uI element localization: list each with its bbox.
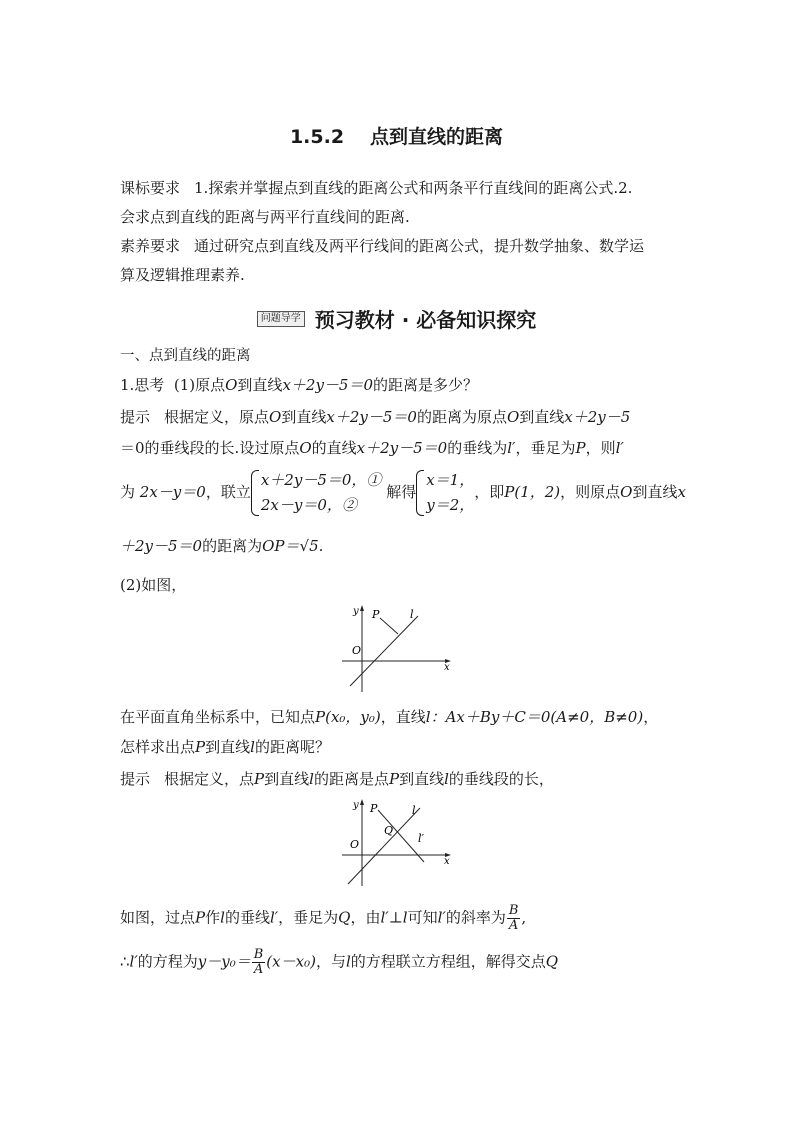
final-d: ，垂足为: [278, 908, 339, 927]
hint2-a: 根据定义，点: [164, 770, 255, 788]
hint1-d: 的直线: [311, 439, 357, 457]
fig2-label-lprime: l′: [418, 832, 425, 845]
hint2-label: 提示: [120, 770, 151, 788]
page-title: [0, 122, 793, 149]
fig2-label-x: x: [444, 856, 450, 867]
eq-denominator: A: [253, 962, 264, 977]
hint1-b2: 到直线: [519, 408, 565, 426]
think-label: 1.思考: [120, 376, 165, 394]
fig1-label-o: O: [352, 644, 362, 657]
fig1-label-y: y: [353, 606, 359, 617]
final-c: 的垂线: [224, 908, 270, 927]
hint2-c: 的距离是点: [313, 770, 389, 788]
op-distance: OP＝√5.: [262, 537, 324, 555]
eq-rhs: (x－x₀): [266, 952, 316, 971]
final-line1: 如图，过点P作l的垂线l′，垂足为Q，由l′⊥l可知l′的斜率为 $\frac{B}{A}$ ,: [120, 903, 527, 933]
q2-text-line1: [120, 706, 680, 727]
hint1-i: ，联立: [205, 483, 251, 501]
title-number: 1.5.2: [289, 126, 345, 148]
final-f: 可知: [407, 908, 438, 927]
point-p: P(1，2): [504, 483, 561, 501]
hint1-h: 为: [120, 483, 136, 501]
sys1-row2: 2x－y＝0，②: [260, 496, 357, 514]
q2-a: 在平面直角坐标系中，已知点: [120, 708, 316, 726]
section-banner: [0, 304, 793, 333]
hint1-b: 到直线: [281, 408, 327, 426]
heading-point-to-line: 一、点到直线的距离: [120, 348, 251, 364]
fig2-label-p: P: [370, 802, 378, 815]
hint1-eq-end: ＝0: [120, 439, 145, 457]
hint2-line: 提示 根据定义，点P到直线l的距离是点P到直线l的垂线段的长，: [120, 770, 554, 788]
requirements-label: 课标要求: [120, 179, 181, 197]
hint1-line4: ＋2y－5＝0的距离为OP＝√5.: [120, 537, 324, 555]
title-text: 点到直线的距离: [370, 126, 504, 148]
hint1-dist-desc: 的距离为原点: [416, 408, 507, 426]
hint1-a: 根据定义，原点: [164, 408, 270, 426]
hint1-n: 的距离为: [202, 537, 263, 555]
q2-point: P(x₀，y₀): [315, 708, 381, 726]
q2-b: ，直线: [380, 708, 426, 726]
fig2-label-l: l: [412, 804, 416, 817]
hint1-line2: ＝0的垂线段的长.设过原点O的直线x＋2y－5＝0的垂线为l′，垂足为P，则l′: [120, 439, 624, 457]
sys2-row1: x＝1，: [426, 471, 475, 489]
final-b: 作: [205, 908, 221, 927]
final-line2: ∴l′的方程为y－y₀＝ $\frac{B}{A}$ (x－x₀)，与l的方程联立方程组，解得交点Q: [120, 947, 559, 977]
hint1-g: ，则: [585, 439, 616, 457]
final-j: ，与: [315, 952, 346, 971]
literacy-text-2: 算及逻辑推理素养.: [120, 266, 245, 284]
requirements-paragraph: [120, 174, 676, 290]
section-title: 预习教材 · 必备知识探究: [314, 308, 537, 332]
hint2-e: 的垂线段的长，: [448, 770, 554, 788]
eq-fraction: [252, 948, 266, 977]
slope-denominator: A: [508, 918, 519, 933]
q2-d: 怎样求出点: [120, 738, 196, 756]
q2-text-line2: 怎样求出点P到直线l的距离呢？: [120, 738, 330, 756]
system-1: [251, 468, 382, 518]
figure-2: [338, 796, 454, 890]
hint2-d: 到直线: [399, 770, 445, 788]
hint-label: 提示: [120, 408, 151, 426]
hint1-f: ，垂足为: [515, 439, 576, 457]
fig2-label-y: y: [353, 800, 359, 811]
final-a: 如图，过点: [120, 908, 196, 927]
hint1-line1: 提示 根据定义，原点O到直线x＋2y－5＝0的距离为原点O到直线x＋2y－5: [120, 408, 631, 426]
fig1-label-p: P: [372, 608, 380, 621]
q2-line: l：Ax＋By＋C＝0(A≠0，B≠0): [425, 708, 644, 726]
hint1-c: 的垂线段的长.设过原点: [144, 439, 300, 457]
hint1-m: 到直线: [632, 483, 678, 501]
final-e: ，由: [350, 908, 381, 927]
fig1-label-x: x: [444, 662, 450, 673]
q2-f: 的距离呢？: [254, 738, 330, 756]
hint1-eq2: x＋2y－5＝0: [356, 439, 448, 457]
hint1-j: 解得: [386, 483, 417, 501]
requirements-text-1: 1.探索并掌握点到直线的距离公式和两条平行直线间的距离公式.2.: [194, 179, 633, 197]
lprime-equation: 2x－y＝0: [139, 483, 206, 501]
eq-numerator: B: [253, 947, 264, 962]
hint1-line3: 为 2x－y＝0，联立 x＋2y－5＝0，① 2x－y＝0，② 解得 x＝1， y＝2， ，即P(1，2)，则原点O到直线x: [120, 468, 680, 518]
q1-suffix: 的距离是多少？: [373, 376, 479, 394]
literacy-label: 素养要求: [120, 237, 181, 255]
section-tag: 问题导学: [257, 311, 305, 327]
requirements-text-2: 会求点到直线的距离与两平行直线间的距离.: [120, 208, 410, 226]
final-h: ∴: [120, 952, 130, 971]
sys1-row1: x＋2y－5＝0，①: [260, 471, 382, 489]
hint1-eq-part: x＋2y－5: [564, 408, 631, 426]
final-i: 的方程为: [137, 952, 198, 971]
q1-prefix: (1)原点: [173, 376, 226, 394]
perp-relation: l′⊥l: [380, 908, 408, 927]
final-k: 的方程联立方程组，解得交点: [350, 952, 546, 971]
figure-1: [338, 602, 454, 696]
system-2: [416, 468, 474, 518]
hint1-eq: x＋2y－5＝0: [326, 408, 417, 426]
fig1-label-l: l: [410, 608, 414, 621]
hint1-k: ，即: [474, 483, 505, 501]
fig2-label-o: O: [350, 838, 360, 851]
sys2-row2: y＝2，: [426, 496, 475, 514]
q1-mid: 到直线: [237, 376, 283, 394]
hint1-l: ，则原点: [560, 483, 621, 501]
slope-fraction: [507, 904, 521, 933]
final-g: 的斜率为: [445, 908, 506, 927]
hint1-e: 的垂线为: [447, 439, 508, 457]
q2-c: ，: [643, 708, 659, 726]
q2-e: 到直线: [205, 738, 251, 756]
slope-numerator: B: [508, 903, 519, 918]
q1-equation: x＋2y－5＝0: [282, 376, 374, 394]
think-question: 1.思考 (1)原点O到直线x＋2y－5＝0的距离是多少？: [120, 376, 479, 394]
literacy-text-1: 通过研究点到直线及两平行线间的距离公式，提升数学抽象、数学运: [194, 237, 645, 255]
hint2-b: 到直线: [264, 770, 310, 788]
eq-lhs: y－y₀＝: [197, 952, 251, 971]
fig2-label-q: Q: [384, 824, 394, 837]
q2-intro: (2)如图，: [120, 576, 187, 594]
